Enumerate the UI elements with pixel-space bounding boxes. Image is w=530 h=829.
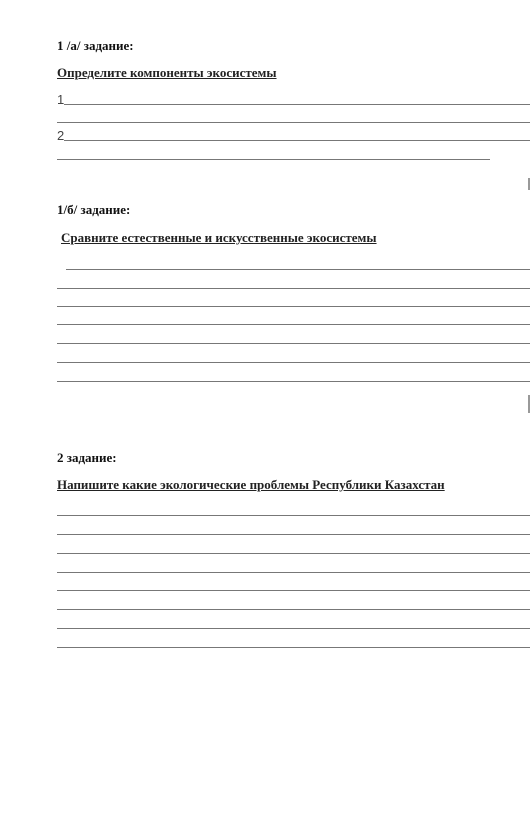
task-2-answer-line[interactable] bbox=[57, 590, 530, 591]
task-1b-answer-line[interactable] bbox=[57, 362, 530, 363]
task-1a-answer-line[interactable] bbox=[64, 140, 530, 141]
task-2-answer-line[interactable] bbox=[57, 609, 530, 610]
task-1b-answer-line[interactable] bbox=[57, 381, 530, 382]
task-1b-heading: 1/б/ задание: bbox=[57, 202, 131, 217]
task-1a-item-number-1: 1 bbox=[57, 92, 65, 107]
task-2-answer-line[interactable] bbox=[57, 647, 530, 648]
task-1b-answer-line[interactable] bbox=[57, 324, 530, 325]
task-1a-instruction: Определите компоненты экосистемы bbox=[57, 65, 277, 80]
task-1a-answer-line[interactable] bbox=[57, 122, 530, 123]
task-1b-instruction: Сравните естественные и искусственные экосистемы bbox=[61, 230, 377, 245]
task-2-instruction: Напишите какие экологические проблемы Республики Казахстан bbox=[57, 477, 445, 492]
task-2-heading: 2 задание: bbox=[57, 450, 117, 465]
task-2-answer-line[interactable] bbox=[57, 515, 530, 516]
task-1b-answer-line[interactable] bbox=[57, 343, 530, 344]
task-1a-heading: 1 /а/ задание: bbox=[57, 38, 134, 53]
task-2-answer-line[interactable] bbox=[57, 572, 530, 573]
task-1a-answer-line[interactable] bbox=[64, 104, 530, 105]
task-1b-answer-line[interactable] bbox=[57, 288, 530, 289]
task-1a-answer-line[interactable] bbox=[57, 159, 490, 160]
task-2-answer-line[interactable] bbox=[57, 628, 530, 629]
task-2-answer-line[interactable] bbox=[57, 534, 530, 535]
task-1a-item-number-2: 2 bbox=[57, 128, 65, 143]
task-2-answer-line[interactable] bbox=[57, 553, 530, 554]
task-1b-answer-line[interactable] bbox=[57, 306, 530, 307]
task-1b-answer-line[interactable] bbox=[66, 269, 530, 270]
